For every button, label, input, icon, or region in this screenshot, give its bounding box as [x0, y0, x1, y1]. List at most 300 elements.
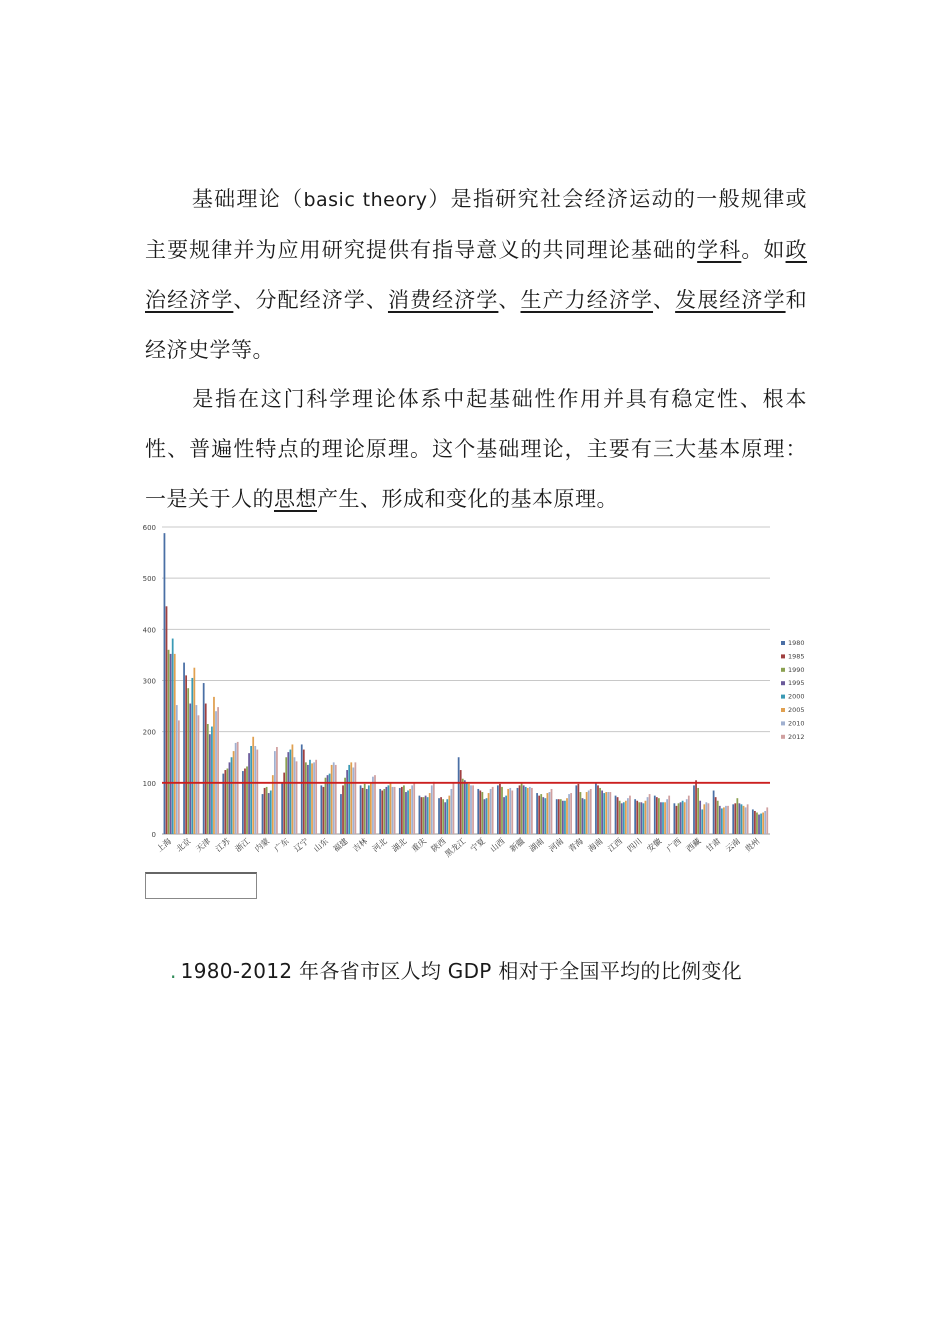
- text-segment: 、分配经济学、: [233, 288, 388, 312]
- bar: [499, 784, 501, 834]
- bar: [584, 799, 586, 834]
- bar: [477, 789, 479, 834]
- bar: [470, 785, 472, 834]
- bar: [684, 802, 686, 834]
- bar: [666, 799, 668, 834]
- bar: [379, 789, 381, 834]
- bar: [438, 798, 440, 834]
- bar: [743, 806, 745, 834]
- x-tick-label: 云南: [723, 836, 742, 854]
- y-tick-label: 200: [142, 728, 156, 737]
- bar: [283, 773, 285, 834]
- x-tick-label: 北京: [174, 836, 193, 854]
- bar: [323, 787, 325, 834]
- bar: [325, 778, 327, 834]
- bar: [676, 806, 678, 834]
- x-tick-label: 甘肃: [704, 836, 723, 854]
- bar: [170, 654, 172, 834]
- text-segment: ）是指研究社会经济运动的一般规律或主要规律并为应用研究提供有指导意义的共同理论基础的: [145, 187, 808, 262]
- bar: [268, 793, 270, 834]
- y-tick-label: 100: [142, 779, 156, 788]
- bar: [741, 804, 743, 834]
- bar: [164, 533, 166, 834]
- x-tick-label: 广东: [272, 836, 291, 854]
- bar: [640, 802, 642, 834]
- link-xueke[interactable]: 学科: [697, 238, 742, 262]
- bar: [281, 783, 283, 834]
- bar: [274, 751, 276, 834]
- bar: [752, 809, 754, 834]
- bar: [303, 750, 305, 834]
- x-tick-label: 山东: [311, 836, 330, 854]
- bar: [296, 761, 298, 834]
- bar: [734, 803, 736, 834]
- bar: [739, 803, 741, 834]
- bar: [497, 785, 499, 834]
- caption-dot: .: [170, 959, 177, 983]
- y-tick-label: 300: [142, 677, 156, 686]
- empty-text-box[interactable]: [145, 872, 257, 899]
- bar: [603, 793, 605, 834]
- legend-label: 1995: [788, 679, 805, 688]
- x-tick-label: 贵州: [743, 836, 762, 854]
- bar: [248, 753, 250, 834]
- bar: [168, 650, 170, 834]
- bar: [335, 765, 337, 834]
- bar: [252, 737, 254, 834]
- bar: [682, 801, 684, 834]
- bar: [597, 785, 599, 834]
- bar: [374, 775, 376, 834]
- bar: [421, 797, 423, 834]
- bar: [674, 803, 676, 834]
- bar: [525, 787, 527, 834]
- bar: [451, 789, 453, 834]
- x-tick-label: 宁夏: [468, 836, 487, 854]
- bar: [205, 704, 207, 834]
- text-segment: 、: [498, 288, 521, 312]
- chart-legend: [781, 639, 805, 741]
- x-tick-label: 江西: [606, 836, 625, 854]
- bar: [727, 806, 729, 834]
- bar: [656, 797, 658, 834]
- bar: [235, 743, 237, 834]
- bar: [211, 727, 213, 834]
- bar: [523, 785, 525, 834]
- bar: [623, 802, 625, 834]
- bar: [287, 752, 289, 834]
- bar: [276, 747, 278, 834]
- bar: [187, 688, 189, 834]
- bar: [244, 769, 246, 834]
- bar: [172, 639, 174, 834]
- bar: [492, 787, 494, 834]
- bar: [625, 801, 627, 834]
- bar: [256, 750, 258, 834]
- bar: [519, 785, 521, 834]
- bar: [472, 785, 474, 834]
- bar: [566, 798, 568, 834]
- bar: [392, 787, 394, 834]
- bar: [174, 654, 176, 834]
- x-tick-label: 广西: [664, 836, 684, 854]
- bar: [333, 762, 335, 834]
- bar: [568, 794, 570, 834]
- bar: [431, 785, 433, 834]
- bar: [736, 798, 738, 834]
- bar: [627, 798, 629, 834]
- bar: [605, 792, 607, 834]
- x-tick-label: 辽宁: [292, 836, 311, 854]
- y-tick-label: 400: [142, 626, 156, 635]
- bar: [344, 778, 346, 834]
- bar: [272, 775, 274, 834]
- text-segment: 产生、形成和变化的基本原理。: [317, 487, 618, 511]
- bar: [189, 704, 191, 834]
- bar: [717, 801, 719, 834]
- bar: [634, 799, 636, 834]
- x-tick-label: 江苏: [213, 836, 232, 854]
- x-tick-label: 新疆: [508, 836, 527, 854]
- caption-text: 1980-2012 年各省市区人均 GDP 相对于全国平均的比例变化: [180, 959, 742, 983]
- bar: [352, 767, 354, 834]
- bar: [403, 785, 405, 834]
- bar: [484, 799, 486, 834]
- bar: [166, 606, 168, 834]
- bar: [527, 788, 529, 834]
- bar: [538, 796, 540, 834]
- chart-x-axis: [154, 835, 761, 859]
- bar: [215, 711, 217, 834]
- bar: [544, 798, 546, 834]
- bar: [607, 792, 609, 834]
- bar: [313, 762, 315, 834]
- bar: [254, 746, 256, 834]
- bar: [301, 744, 303, 834]
- x-tick-label: 河南: [547, 836, 566, 854]
- bar: [196, 705, 198, 834]
- bar: [176, 705, 178, 834]
- bar: [705, 802, 707, 834]
- bar: [342, 785, 344, 834]
- bar: [346, 770, 348, 834]
- bar: [183, 663, 185, 834]
- x-tick-label: 山西: [488, 836, 507, 854]
- legend-swatch: [781, 735, 785, 739]
- bar: [542, 797, 544, 834]
- bar: [693, 785, 695, 834]
- bar: [575, 785, 577, 834]
- bar: [185, 675, 187, 834]
- bar: [320, 785, 322, 834]
- legend-label: 1990: [788, 665, 805, 674]
- legend-label: 2005: [788, 706, 805, 714]
- bar: [468, 784, 470, 834]
- bar: [617, 797, 619, 834]
- bar: [419, 796, 421, 834]
- bar: [227, 769, 229, 834]
- link-political-economics[interactable]: 政治经济学: [145, 238, 808, 312]
- bar: [433, 782, 435, 834]
- bar: [517, 788, 519, 834]
- bar: [448, 796, 450, 834]
- bar: [570, 793, 572, 834]
- bar: [758, 815, 760, 834]
- bar: [636, 801, 638, 834]
- bar: [340, 794, 342, 834]
- bar: [383, 789, 385, 834]
- bar: [509, 788, 511, 834]
- bar: [688, 796, 690, 834]
- bar: [315, 760, 317, 834]
- bar: [350, 762, 352, 834]
- x-tick-label: 河北: [370, 836, 389, 854]
- legend-label: 2000: [788, 692, 805, 701]
- y-tick-label: 0: [151, 831, 156, 839]
- bar: [756, 813, 758, 834]
- bar: [713, 791, 715, 834]
- bar: [355, 762, 357, 834]
- bar: [266, 787, 268, 834]
- bar: [372, 777, 374, 834]
- bar: [715, 797, 717, 834]
- bar: [233, 751, 235, 834]
- bar: [560, 799, 562, 834]
- bar: [362, 788, 364, 834]
- legend-label: 2012: [788, 732, 805, 741]
- x-tick-label: 重庆: [410, 836, 429, 854]
- bar: [662, 802, 664, 834]
- bar: [407, 791, 409, 834]
- x-tick-label: 四川: [625, 836, 644, 854]
- bar: [658, 798, 660, 834]
- x-tick-label: 内蒙: [253, 836, 272, 854]
- bar: [327, 775, 329, 834]
- paragraph-basic-theory: [145, 174, 807, 375]
- bar: [401, 787, 403, 834]
- link-development-economics[interactable]: 发展经济学: [675, 288, 786, 312]
- bar: [680, 802, 682, 834]
- x-tick-label: 上海: [155, 836, 174, 854]
- link-sixiang[interactable]: 思想: [274, 487, 317, 511]
- bar: [725, 806, 727, 834]
- bar: [331, 765, 333, 834]
- bar: [486, 798, 488, 834]
- bar: [292, 744, 294, 834]
- bar: [364, 784, 366, 834]
- bar: [582, 798, 584, 834]
- bar: [732, 804, 734, 834]
- bar: [601, 791, 603, 834]
- bar: [446, 799, 448, 834]
- bar: [229, 762, 231, 834]
- bar: [462, 779, 464, 834]
- link-consumption-economics[interactable]: 消费经济学: [387, 288, 499, 312]
- legend-swatch: [781, 668, 785, 672]
- bar: [246, 766, 248, 834]
- bar: [577, 784, 579, 834]
- bar: [191, 678, 193, 834]
- text-segment: 、: [653, 288, 676, 312]
- x-tick-label: 湖北: [390, 836, 409, 854]
- bar: [264, 788, 266, 834]
- bar: [429, 793, 431, 834]
- bar: [695, 780, 697, 834]
- bar: [719, 806, 721, 834]
- bar: [427, 797, 429, 834]
- bar: [660, 802, 662, 834]
- bar: [442, 799, 444, 834]
- bar: [701, 809, 703, 834]
- bar: [609, 792, 611, 834]
- bar: [629, 796, 631, 834]
- bar: [209, 734, 211, 834]
- bar: [481, 792, 483, 834]
- bar: [370, 783, 372, 834]
- text-segment: 和经济史学等。: [145, 288, 808, 362]
- bar: [503, 797, 505, 834]
- bar: [294, 757, 296, 834]
- y-tick-label: 500: [142, 575, 156, 584]
- chart-y-axis: [143, 524, 156, 839]
- legend-label: 1985: [788, 652, 805, 661]
- paragraph-principles: [145, 374, 807, 524]
- y-tick-label: 600: [142, 524, 156, 532]
- bar: [586, 792, 588, 834]
- x-tick-label: 陕西: [429, 836, 448, 854]
- bar: [501, 787, 503, 834]
- bar: [547, 793, 549, 834]
- bar: [531, 788, 533, 834]
- bar: [440, 797, 442, 834]
- bar: [198, 715, 200, 834]
- bar: [270, 791, 272, 834]
- bar: [242, 771, 244, 834]
- bar: [590, 789, 592, 834]
- bar: [558, 799, 560, 834]
- bar: [529, 787, 531, 834]
- x-tick-label: 西藏: [684, 836, 703, 854]
- bar: [348, 765, 350, 834]
- bar: [193, 668, 195, 834]
- bar: [686, 799, 688, 834]
- bar: [760, 814, 762, 834]
- bar: [423, 797, 425, 834]
- bar: [619, 801, 621, 834]
- bar: [231, 757, 233, 834]
- bar: [444, 802, 446, 834]
- bar: [699, 801, 701, 834]
- bar: [305, 762, 307, 834]
- bar: [668, 796, 670, 834]
- bar: [643, 803, 645, 834]
- legend-swatch: [781, 708, 785, 712]
- bar: [595, 783, 597, 834]
- bar: [250, 746, 252, 834]
- text-segment: 是指在这门科学理论体系中起基础性作用并具有稳定性、根本性、普遍性特点的理论原理。这个基础理论，主要有三大基本原理：一是关于人的: [145, 387, 807, 511]
- bar: [413, 783, 415, 834]
- legend-swatch: [781, 695, 785, 699]
- bar: [540, 794, 542, 834]
- bar: [556, 799, 558, 834]
- bar: [754, 811, 756, 834]
- bar: [466, 783, 468, 834]
- bar: [394, 787, 396, 834]
- bar: [664, 802, 666, 834]
- bar: [224, 770, 226, 834]
- bar: [564, 801, 566, 834]
- bar: [366, 789, 368, 834]
- bar: [307, 765, 309, 834]
- bar: [464, 780, 466, 834]
- x-tick-label: 吉林: [351, 836, 370, 854]
- bar: [649, 794, 651, 834]
- bar: [207, 724, 209, 834]
- text-segment-latin: basic theory: [303, 189, 428, 211]
- bar: [745, 807, 747, 834]
- bar: [237, 742, 239, 834]
- bar: [411, 785, 413, 834]
- bar: [381, 791, 383, 834]
- bar: [703, 804, 705, 834]
- bar: [460, 770, 462, 834]
- bar: [285, 757, 287, 834]
- x-tick-label: 黑龙江: [443, 836, 468, 859]
- legend-label: 2010: [788, 719, 805, 728]
- bar: [549, 792, 551, 834]
- bar: [507, 789, 509, 834]
- bar: [615, 796, 617, 834]
- bar: [479, 791, 481, 834]
- bar: [551, 789, 553, 834]
- text-segment: 。如: [741, 238, 786, 262]
- bar: [368, 785, 370, 834]
- bar: [678, 803, 680, 834]
- bar: [721, 808, 723, 834]
- legend-swatch: [781, 681, 785, 685]
- bar: [723, 807, 725, 834]
- link-productivity-economics[interactable]: 生产力经济学: [520, 288, 654, 312]
- bar: [409, 789, 411, 834]
- x-tick-label: 湖南: [527, 836, 546, 854]
- bar: [390, 783, 392, 834]
- legend-swatch: [781, 721, 785, 725]
- bar: [453, 783, 455, 834]
- bar: [562, 801, 564, 834]
- bar: [708, 803, 710, 834]
- bar: [311, 763, 313, 834]
- bar: [638, 802, 640, 834]
- bar: [645, 801, 647, 834]
- legend-swatch: [781, 641, 785, 645]
- bar: [588, 791, 590, 834]
- text-segment: 基础理论（: [191, 187, 304, 211]
- bar: [217, 707, 219, 834]
- x-tick-label: 安徽: [645, 836, 664, 854]
- bar: [360, 785, 362, 834]
- bar: [490, 789, 492, 834]
- figure-caption: [170, 955, 742, 984]
- bar: [580, 792, 582, 834]
- bar: [385, 787, 387, 834]
- bar: [178, 720, 180, 834]
- bar: [536, 793, 538, 834]
- bar: [399, 788, 401, 834]
- x-tick-label: 福建: [331, 836, 350, 854]
- bar: [289, 750, 291, 834]
- bar: [747, 804, 749, 834]
- x-tick-label: 天津: [194, 836, 213, 854]
